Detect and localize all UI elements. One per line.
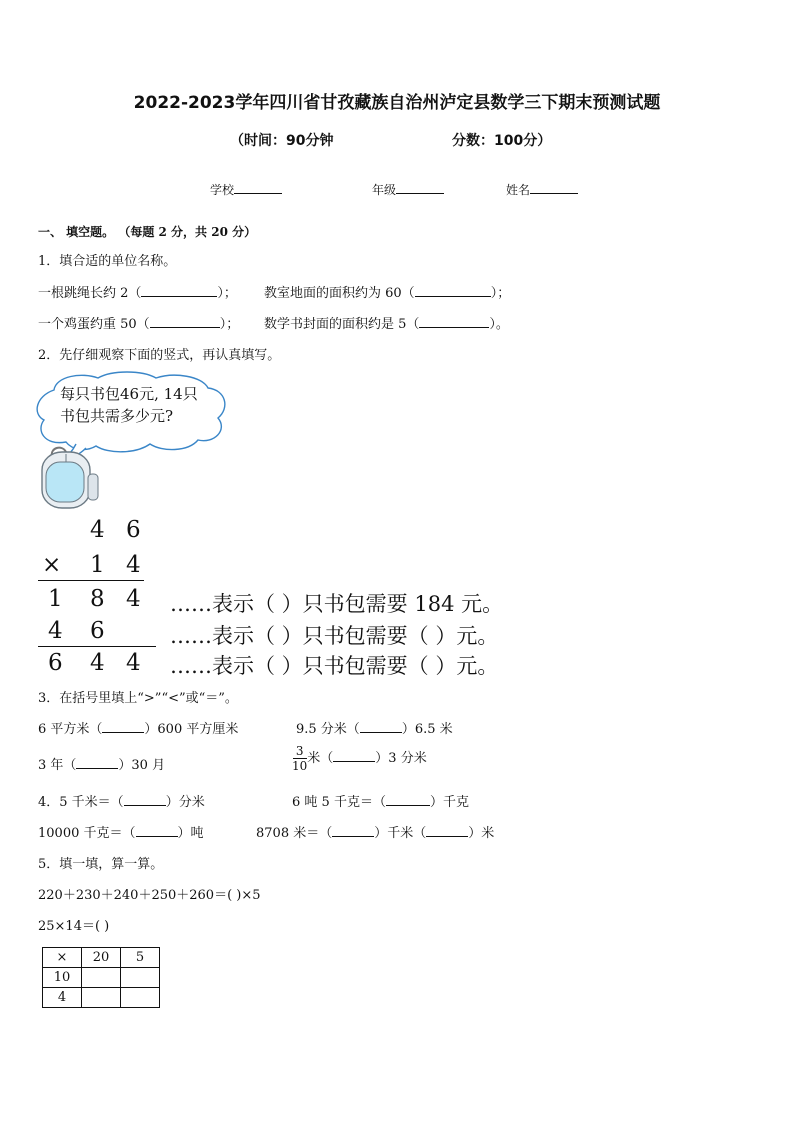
section-heading: 一、 填空题。 （每题 2 分，共 20 分） (38, 225, 257, 239)
grid-answer-cell[interactable] (82, 988, 121, 1008)
name-field[interactable] (506, 181, 578, 198)
q3-item-d (292, 744, 427, 773)
q4-d-text: 8708 米＝（ (256, 826, 333, 841)
grid-answer-cell[interactable] (82, 968, 121, 988)
q3-d-text: 米（ (307, 751, 334, 766)
q3-prompt: 3．在括号里填上“>”“<”或“＝”。 (38, 691, 238, 706)
q3-c-close: ）30 月 (118, 758, 166, 773)
q4-item-d (256, 822, 494, 841)
q3-b-blank[interactable] (360, 720, 402, 733)
q1-a-blank[interactable] (141, 284, 217, 297)
vert-row2-d1: 1 (90, 552, 105, 578)
school-blank[interactable] (234, 182, 282, 194)
q3-d-close: ）3 分米 (375, 751, 427, 766)
q1-c-text: 一个鸡蛋约重 50（ (38, 317, 150, 332)
q1-b-blank[interactable] (415, 284, 491, 297)
table-row (43, 968, 160, 988)
q3-a-text: 6 平方米（ (38, 722, 103, 737)
q3-a-blank[interactable] (102, 720, 144, 733)
grade-label: 年级 (372, 183, 397, 197)
q4-c-blank[interactable] (136, 824, 178, 837)
q4-item-a (38, 791, 205, 810)
q4-a-blank[interactable] (124, 793, 166, 806)
vert-row4-d2: 6 (90, 618, 105, 644)
q1-b-close: ）； (490, 286, 511, 301)
q1-d-text: 数学书封面的面积约是 5（ (264, 317, 420, 332)
grid-header-cell: × (43, 948, 82, 968)
q1-item-c (38, 313, 239, 332)
exam-score: 分数：100分） (452, 133, 552, 149)
grid-answer-cell[interactable] (121, 988, 160, 1008)
q4-d-close: ）米 (468, 826, 495, 841)
q4-d-blank-1[interactable] (332, 824, 374, 837)
q5-line-1: 220＋230＋240＋250＋260＝( )×5 (38, 888, 261, 903)
q4-d-mid: ）千米（ (374, 826, 427, 841)
bubble-line-1: 每只书包46元, 14只 (60, 385, 198, 403)
q4-item-b (292, 791, 469, 810)
q4-c-close: ）吨 (177, 826, 204, 841)
grid-row-label: 4 (43, 988, 82, 1008)
q1-item-d (264, 313, 509, 332)
vert-note-1: ……表示（ ）只书包需要 184 元。 (170, 592, 504, 616)
q2-prompt: 2．先仔细观察下面的竖式，再认真填写。 (38, 348, 281, 363)
grid-row-label: 10 (43, 968, 82, 988)
fraction-denominator: 10 (292, 759, 308, 773)
page-title: 2022-2023学年四川省甘孜藏族自治州泸定县数学三下期末预测试题 (133, 93, 661, 113)
fraction-numerator: 3 (295, 744, 304, 758)
q3-c-text: 3 年（ (38, 758, 77, 773)
q1-a-text: 一根跳绳长约 2（ (38, 286, 142, 301)
vert-row5-d3: 4 (126, 650, 141, 676)
exam-time: （时间：90分钟 (230, 133, 334, 149)
q3-d-blank[interactable] (333, 749, 375, 762)
grid-header-cell: 20 (82, 948, 121, 968)
vert-note-2: ……表示（ ）只书包需要（ ）元。 (170, 624, 499, 648)
school-field[interactable] (210, 181, 282, 198)
school-label: 学校 (210, 183, 235, 197)
q1-item-a (38, 282, 237, 301)
q3-b-close: ）6.5 米 (401, 722, 453, 737)
bubble-line-2: 书包共需多少元? (60, 407, 174, 425)
table-row (43, 988, 160, 1008)
vert-note-3: ……表示（ ）只书包需要（ ）元。 (170, 654, 499, 678)
q1-a-close: ）； (217, 286, 237, 301)
q3-c-blank[interactable] (76, 756, 118, 769)
vert-row4-d1: 4 (48, 618, 63, 644)
grade-field[interactable] (372, 181, 444, 198)
q3-fraction (292, 744, 307, 773)
table-row (43, 948, 160, 968)
multiplication-grid (42, 947, 160, 1008)
name-label: 姓名 (506, 183, 531, 197)
grid-answer-cell[interactable] (121, 968, 160, 988)
q4-c-text: 10000 千克＝（ (38, 826, 136, 841)
q4-b-text: 6 吨 5 千克＝（ (292, 795, 386, 810)
vert-row1-d2: 6 (126, 517, 141, 543)
grid-header-cell: 5 (121, 948, 160, 968)
q1-c-blank[interactable] (150, 315, 220, 328)
q5-prompt: 5．填一填，算一算。 (38, 857, 164, 872)
q4-b-blank[interactable] (386, 793, 430, 806)
q5-line-2: 25×14＝( ) (38, 919, 110, 934)
vert-row5-d2: 4 (90, 650, 105, 676)
q3-item-c (38, 754, 165, 773)
q1-c-close: ）； (219, 317, 240, 332)
q1-d-close: ）。 (489, 317, 509, 332)
vert-rule-2 (38, 646, 156, 647)
q1-prompt: 1．填合适的单位名称。 (38, 254, 177, 269)
vert-row3-d2: 8 (90, 586, 105, 612)
q1-b-text: 教室地面的面积约为 60（ (264, 286, 415, 301)
q4-d-blank-2[interactable] (426, 824, 468, 837)
name-blank[interactable] (530, 182, 578, 194)
vert-row3-d1: 1 (48, 586, 63, 612)
q4-item-c (38, 822, 204, 841)
q1-d-blank[interactable] (419, 315, 489, 328)
q4-a-close: ）分米 (165, 795, 205, 810)
vert-row5-d1: 6 (48, 650, 63, 676)
vert-row3-d3: 4 (126, 586, 141, 612)
q1-item-b (264, 282, 510, 301)
backpack-icon (42, 448, 98, 508)
vert-rule-1 (38, 580, 144, 581)
q3-item-a (38, 718, 238, 737)
vert-row2-d2: 4 (126, 552, 141, 578)
q4-a-text: 4．5 千米＝（ (38, 795, 124, 810)
vert-row1-d1: 4 (90, 517, 105, 543)
q3-a-close: ）600 平方厘米 (144, 722, 239, 737)
q3-b-text: 9.5 分米（ (296, 722, 360, 737)
vert-times-sign: × (42, 552, 62, 578)
grade-blank[interactable] (396, 182, 444, 194)
q3-item-b (296, 718, 453, 737)
q4-b-close: ）千克 (429, 795, 469, 810)
